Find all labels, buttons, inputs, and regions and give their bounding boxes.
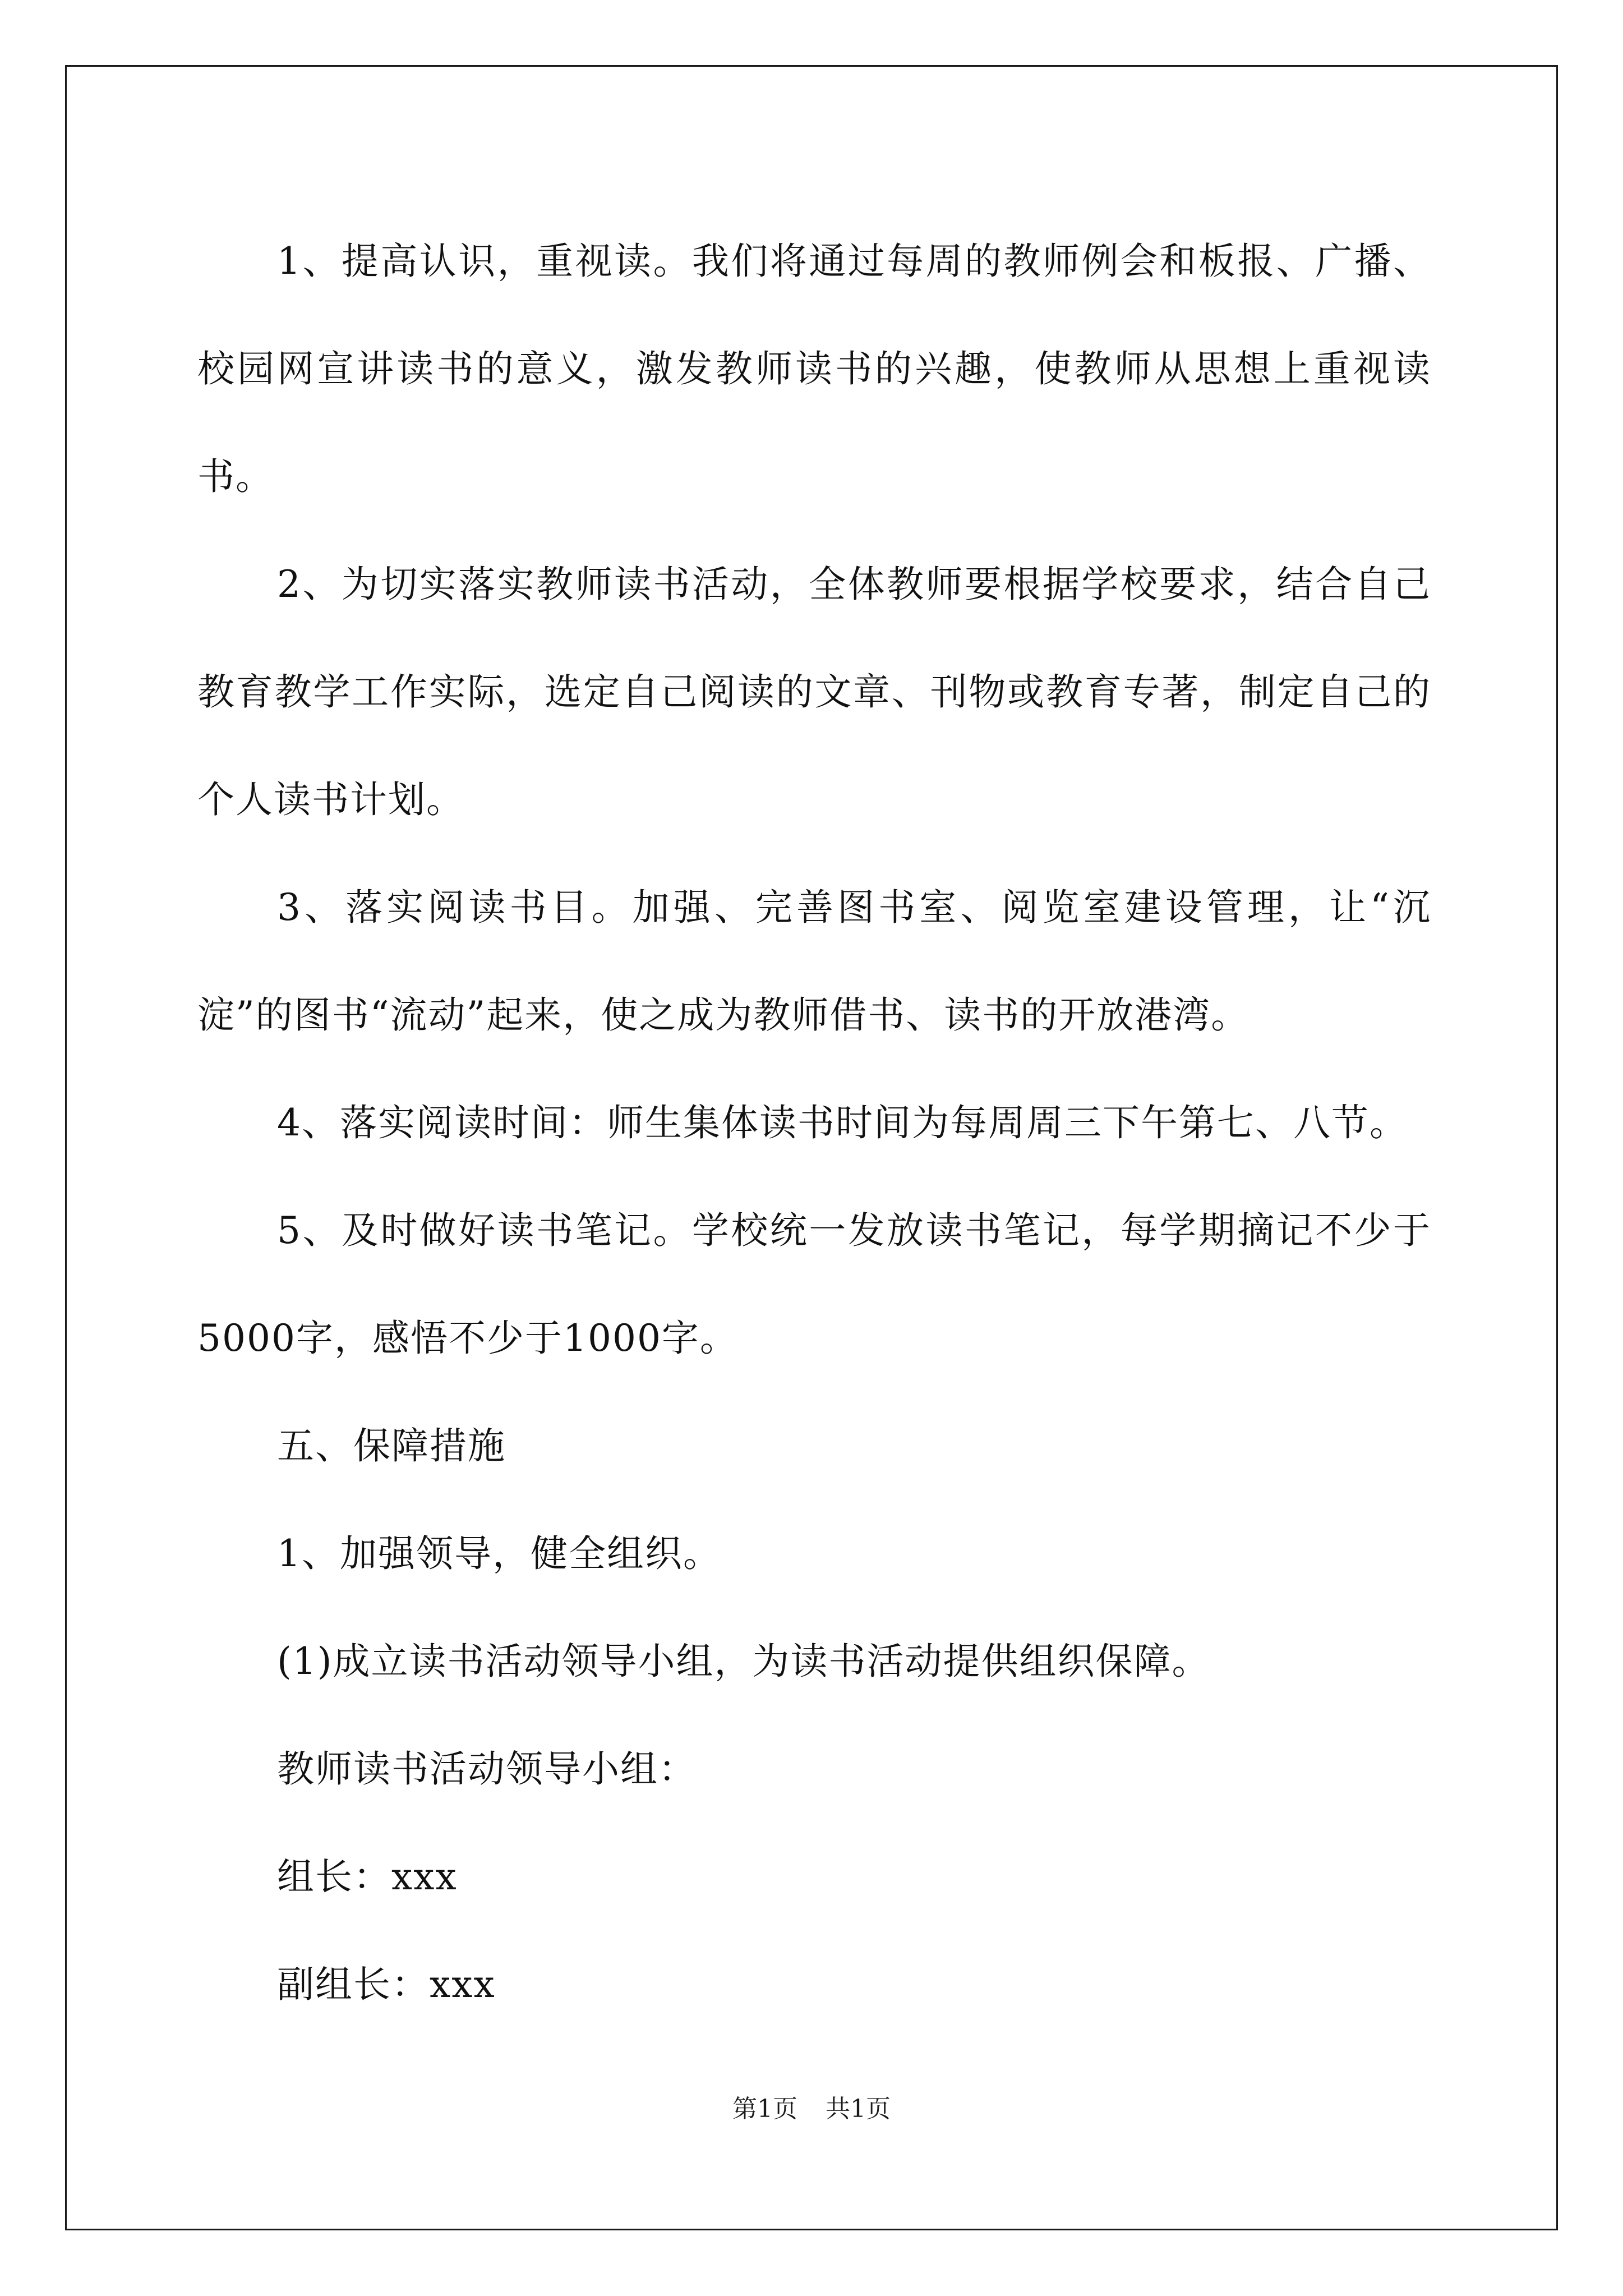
paragraph-group-title: 教师读书活动领导小组： <box>277 1747 697 1791</box>
paragraph-reading-list: 3、落实阅读书目。加强、完善图书室、阅览室建设管理，让“沉淀”的图书“流动”起来，使之成为教师借书、读书的开放港湾。 <box>197 886 1431 1037</box>
paragraph-reading-notes: 5、及时做好读书笔记。学校统一发放读书笔记，每学期摘记不少于5000字，感悟不少于1000字。 <box>197 1209 1431 1360</box>
section-heading-safeguards: 五、保障措施 <box>277 1424 506 1467</box>
document-body <box>197 208 1431 2039</box>
paragraph-reading-plan: 2、为切实落实教师读书活动，全体教师要根据学校要求，结合自己教育教学工作实际，选定自己阅读的文章、刊物或教育专著，制定自己的个人读书计划。 <box>197 563 1431 821</box>
page-number: 第1页 <box>732 2095 797 2123</box>
paragraph-leading-group: (1)成立读书活动领导小组，为读书活动提供组织保障。 <box>277 1640 1210 1683</box>
paragraph-group-leader: 组长：xxx <box>277 1855 458 1898</box>
paragraph-reading-time: 4、落实阅读时间：师生集体读书时间为每周周三下午第七、八节。 <box>277 1101 1408 1144</box>
paragraph-leadership: 1、加强领导，健全组织。 <box>277 1532 721 1575</box>
paragraph-raise-awareness: 1、提高认识，重视读。我们将通过每周的教师例会和板报、广播、校园网宣讲读书的意义，激发教师读书的兴趣，使教师从思想上重视读书。 <box>197 240 1431 498</box>
total-pages: 共1页 <box>826 2095 891 2123</box>
page-footer <box>0 2092 1623 2126</box>
paragraph-deputy-leader: 副组长：xxx <box>277 1963 496 2006</box>
